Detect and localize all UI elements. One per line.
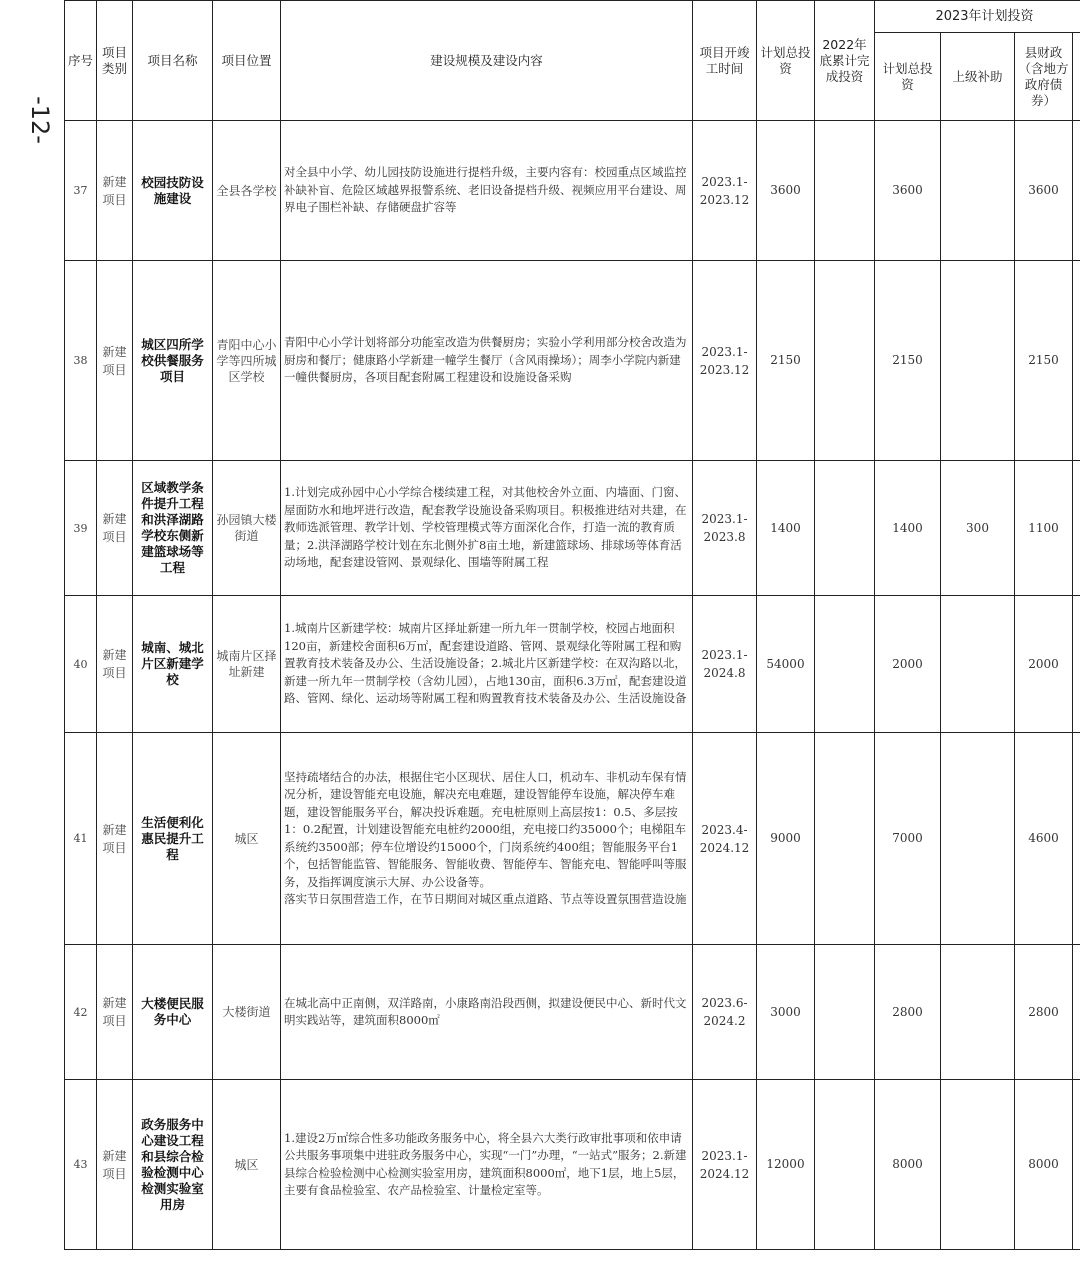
cell-seq: 37 [65,121,97,261]
cell-location: 青阳中心小学等四所城区学校 [213,261,281,461]
cell-plan-total: 2150 [875,261,941,461]
cell-cutoff [1073,596,1080,733]
cell-category: 新建项目 [97,461,133,596]
cell-desc: 青阳中心小学计划将部分功能室改造为供餐厨房；实验小学利用部分校舍改造为厨房和餐厅；健康路小学新建一幢学生餐厅（含风雨操场）；周李小学院内新建一幢供餐厨房，各项目配套附属工程建设和设施设备采购 [281,261,693,461]
cell-seq: 42 [65,945,97,1080]
cell-category: 新建项目 [97,733,133,945]
cell-desc: 1.计划完成孙园中心小学综合楼续建工程，对其他校舍外立面、内墙面、门窗、屋面防水和地坪进行改造，配套教学设施设备采购项目。积极推进结对共建，在教师选派管理、教学计划、学校管理模式等方面深化合作，打造一流的教育质量；2.洪泽湖路学校计划在东北侧外扩8亩土地，新建篮球场、排球场等体育活动场地，配套建设管网、景观绿化、围墙等附属工程 [281,461,693,596]
cell-total: 12000 [757,1080,815,1250]
cell-location: 城区 [213,1080,281,1250]
cell-completed [815,596,875,733]
cell-location: 城区 [213,733,281,945]
investment-table [64,0,1080,1250]
cell-superior [941,733,1015,945]
table-row [65,945,1080,1080]
page-number: -12- [26,96,55,144]
cell-desc: 1.建设2万㎡综合性多功能政务服务中心，将全县六大类行政审批事项和依申请公共服务事项集中进驻政务服务中心，实现“一门”办理，“一站式”服务；2.新建县综合检验检测中心检测实验室用房，建筑面积8000㎡，地下1层，地上5层，主要有食品检验室、农产品检验室、计量检定室等。 [281,1080,693,1250]
cell-category: 新建项目 [97,261,133,461]
table-row [65,261,1080,461]
cell-completed [815,261,875,461]
header-superior: 上级补助 [941,33,1015,121]
cell-desc: 1.城南片区新建学校：城南片区择址新建一所九年一贯制学校，校园占地面积120亩，新建校舍面积6万㎡，配套建设道路、管网、景观绿化等附属工程和购置教育技术装备及办公、生活设施设备；2.城北片区新建学校：在双沟路以北，新建一所九年一贯制学校（含幼儿园），占地130亩，面积6.3万㎡，配套建设道路、管网、绿化、运动场等附属工程和购置教育技术装备及办公、生活设施设备 [281,596,693,733]
cell-cutoff [1073,261,1080,461]
cell-time: 2023.1-2023.12 [693,121,757,261]
cell-location: 大楼街道 [213,945,281,1080]
cell-cutoff [1073,945,1080,1080]
cell-name: 城南、城北片区新建学校 [133,596,213,733]
cell-plan-total: 7000 [875,733,941,945]
table-row [65,596,1080,733]
cell-time: 2023.1-2024.12 [693,1080,757,1250]
cell-county: 2150 [1015,261,1073,461]
cell-seq: 39 [65,461,97,596]
cell-category: 新建项目 [97,121,133,261]
cell-plan-total: 1400 [875,461,941,596]
header-category: 项目类别 [97,1,133,121]
header-total: 计划总投资 [757,1,815,121]
cell-name: 城区四所学校供餐服务项目 [133,261,213,461]
header-plan-total: 计划总投资 [875,33,941,121]
cell-cutoff [1073,1080,1080,1250]
cell-completed [815,1080,875,1250]
cell-total: 3600 [757,121,815,261]
cell-name: 大楼便民服务中心 [133,945,213,1080]
cell-plan-total: 2000 [875,596,941,733]
table-row [65,121,1080,261]
cell-category: 新建项目 [97,945,133,1080]
cell-completed [815,945,875,1080]
cell-location: 孙园镇大楼街道 [213,461,281,596]
cell-seq: 41 [65,733,97,945]
cell-superior [941,596,1015,733]
header-county: 县财政（含地方政府债券） [1015,33,1073,121]
cell-seq: 43 [65,1080,97,1250]
cell-time: 2023.1-2024.8 [693,596,757,733]
cell-superior [941,121,1015,261]
header-location: 项目位置 [213,1,281,121]
table-row [65,1080,1080,1250]
cell-superior [941,1080,1015,1250]
cell-county: 8000 [1015,1080,1073,1250]
cell-name: 区域教学条件提升工程和洪泽湖路学校东侧新建篮球场等工程 [133,461,213,596]
cell-total: 3000 [757,945,815,1080]
cell-plan-total: 3600 [875,121,941,261]
header-2023-group: 2023年计划投资 [875,1,1080,33]
cell-total: 9000 [757,733,815,945]
cell-cutoff [1073,461,1080,596]
cell-total: 2150 [757,261,815,461]
cell-category: 新建项目 [97,596,133,733]
cell-plan-total: 8000 [875,1080,941,1250]
cell-cutoff [1073,733,1080,945]
cell-name: 政务服务中心建设工程和县综合检验检测中心检测实验室用房 [133,1080,213,1250]
cell-county: 2800 [1015,945,1073,1080]
cell-superior: 300 [941,461,1015,596]
header-seq: 序号 [65,1,97,121]
cell-superior [941,261,1015,461]
cell-completed [815,733,875,945]
cell-total: 54000 [757,596,815,733]
cell-time: 2023.6-2024.2 [693,945,757,1080]
cell-county: 2000 [1015,596,1073,733]
cell-county: 1100 [1015,461,1073,596]
cell-name: 校园技防设施建设 [133,121,213,261]
cell-superior [941,945,1015,1080]
table-row [65,733,1080,945]
cell-completed [815,461,875,596]
cell-time: 2023.1-2023.12 [693,261,757,461]
cell-name: 生活便利化惠民提升工程 [133,733,213,945]
cell-cutoff [1073,121,1080,261]
table-row [65,461,1080,596]
cell-location: 城南片区择址新建 [213,596,281,733]
cell-desc: 对全县中小学、幼儿园技防设施进行提档升级，主要内容有：校园重点区域监控补缺补盲、危险区域越界报警系统、老旧设备提档升级、视频应用平台建设、周界电子围栏补缺、存储硬盘扩容等 [281,121,693,261]
cell-total: 1400 [757,461,815,596]
cell-time: 2023.4-2024.12 [693,733,757,945]
cell-seq: 40 [65,596,97,733]
header-scale: 建设规模及建设内容 [281,1,693,121]
cell-county: 4600 [1015,733,1073,945]
cell-desc: 坚持疏堵结合的办法，根据住宅小区现状、居住人口，机动车、非机动车保有情况分析，建设智能充电设施，解决充电难题，建设智能停车设施，解决停车难题，建设智能服务平台，解决投诉难题。充电桩原则上高层按1：0.5、多层按1：0.2配置，计划建设智能充电桩约2000组，充电接口约35000个；电梯阻车系统约3500部；停车位增设约15000个，门岗系统约400组；智能服务平台1个，包括智能监管、智能服务、智能收费、智能停车、智能充电、智能呼叫等服务，及指挥调度演示大屏、办公设备等。 落实节日氛围营造工作，在节日期间对城区重点道路、节点等设置氛围营造设施 [281,733,693,945]
cell-completed [815,121,875,261]
cell-desc: 在城北高中正南侧，双洋路南，小康路南沿段西侧，拟建设便民中心、新时代文明实践站等，建筑面积8000㎡ [281,945,693,1080]
cell-location: 全县各学校 [213,121,281,261]
cell-category: 新建项目 [97,1080,133,1250]
header-name: 项目名称 [133,1,213,121]
header-time: 项目开竣工时间 [693,1,757,121]
cell-time: 2023.1-2023.8 [693,461,757,596]
cell-seq: 38 [65,261,97,461]
header-completed: 2022年底累计完成投资 [815,1,875,121]
header-cutoff [1073,33,1080,121]
cell-county: 3600 [1015,121,1073,261]
cell-plan-total: 2800 [875,945,941,1080]
